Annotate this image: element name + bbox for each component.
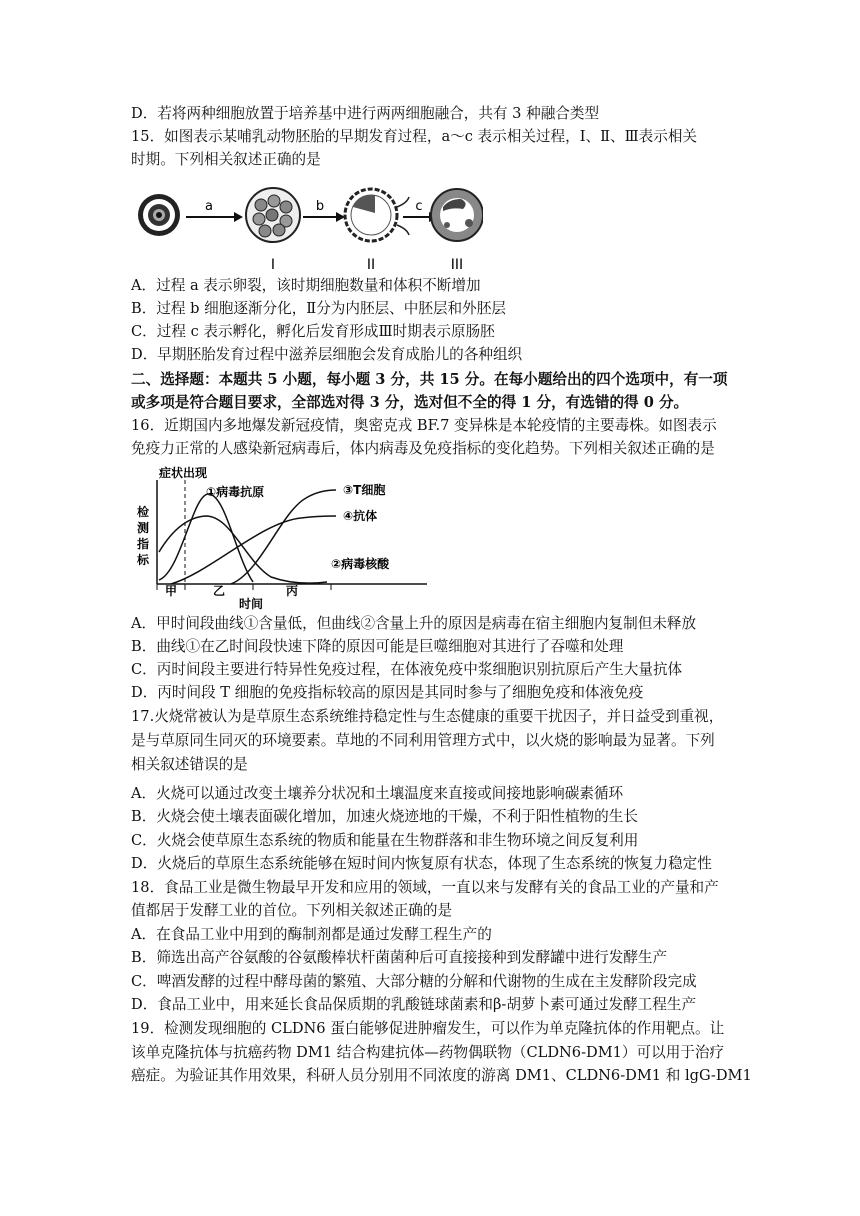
q16-option-a: A．甲时间段曲线①含量低，但曲线②含量上升的原因是病毒在宿主细胞内复制但未释放 bbox=[131, 615, 697, 632]
curve-4-label: ④抗体 bbox=[343, 509, 378, 523]
q17-option-b: B．火烧会使土壤表面碳化增加，加速火烧迹地的干燥，不利于阳性植物的生长 bbox=[131, 808, 638, 825]
stage-i-label: I bbox=[270, 257, 276, 273]
period-jia: 甲 bbox=[164, 584, 178, 598]
q15-option-a: A．过程 a 表示卵裂，该时期细胞数量和体积不断增加 bbox=[131, 277, 481, 294]
curve-2-label: ②病毒核酸 bbox=[331, 557, 390, 571]
q18-option-d: D．食品工业中，用来延长食品保质期的乳酸链球菌素和β-胡萝卜素可通过发酵工程生产 bbox=[131, 996, 697, 1013]
q17-option-a: A．火烧可以通过改变土壤养分状况和土壤温度来直接或间接地影响碳素循环 bbox=[131, 785, 624, 802]
q18-stem-line-1: 18．食品工业是微生物最早开发和应用的领域，一直以来与发酵有关的食品工业的产量和产 bbox=[131, 879, 719, 896]
embryo-development-figure bbox=[131, 177, 483, 275]
hatched-embryo bbox=[431, 189, 483, 241]
q16-option-d: D．丙时间段 T 细胞的免疫指标较高的原因是其同时参与了细胞免疫和体液免疫 bbox=[131, 684, 644, 701]
immune-indicator-chart bbox=[131, 462, 431, 610]
y-label-char-2: 测 bbox=[137, 521, 150, 535]
y-label-char-4: 标 bbox=[137, 553, 150, 567]
q15-stem-line-2: 时期。下列相关叙述正确的是 bbox=[131, 151, 321, 168]
q15-option-d: D．早期胚胎发育过程中滋养层细胞会发育成胎儿的各种组织 bbox=[131, 346, 523, 363]
period-bing: 丙 bbox=[285, 584, 299, 598]
symptom-onset-label: 症状出现 bbox=[159, 466, 208, 480]
x-axis-label: 时间 bbox=[238, 597, 264, 610]
q16-option-b: B．曲线①在乙时间段快速下降的原因可能是巨噬细胞对其进行了吞噬和处理 bbox=[131, 638, 624, 655]
q17-stem-line-1: 17.火烧常被认为是草原生态系统维持稳定性与生态健康的重要干扰因子，并日益受到重视， bbox=[131, 708, 724, 725]
period-yi: 乙 bbox=[212, 584, 226, 598]
morula bbox=[246, 188, 300, 242]
q16-option-c: C．丙时间段主要进行特异性免疫过程，在体液免疫中浆细胞识别抗原后产生大量抗体 bbox=[131, 661, 683, 678]
curve-virus-antigen bbox=[159, 494, 253, 582]
stage-iii-label: III bbox=[450, 257, 464, 273]
q15-option-c: C．过程 c 表示孵化，孵化后发育形成Ⅲ时期表示原肠胚 bbox=[131, 323, 495, 340]
curve-virus-nucleic-acid bbox=[159, 516, 327, 583]
curve-1-label: ①病毒抗原 bbox=[206, 485, 265, 499]
q17-option-d: D．火烧后的草原生态系统能够在短时间内恢复原有状态，体现了生态系统的恢复力稳定性 bbox=[131, 855, 712, 872]
q14-option-d: D．若将两种细胞放置于培养基中进行两两细胞融合，共有 3 种融合类型 bbox=[131, 105, 600, 122]
q19-stem-line-3: 癌症。为验证其作用效果，科研人员分别用不同浓度的游离 DM1、CLDN6-DM1 和 lgG-DM1 bbox=[131, 1067, 752, 1084]
zygote-cell bbox=[138, 194, 180, 236]
arrow-b-label: b bbox=[315, 199, 325, 214]
blastocyst bbox=[345, 189, 409, 241]
q18-option-a: A．在食品工业中用到的酶制剂都是通过发酵工程生产的 bbox=[131, 926, 492, 943]
stage-ii-label: II bbox=[366, 257, 376, 273]
q18-option-c: C．啤酒发酵的过程中酵母菌的繁殖、大部分糖的分解和代谢物的生成在主发酵阶段完成 bbox=[131, 973, 697, 990]
q15-option-b: B．过程 b 细胞逐渐分化，Ⅱ分为内胚层、中胚层和外胚层 bbox=[131, 300, 506, 317]
q17-option-c: C．火烧会使草原生态系统的物质和能量在生物群落和非生物环境之间反复利用 bbox=[131, 832, 639, 849]
q17-stem-line-3: 相关叙述错误的是 bbox=[131, 756, 248, 773]
q17-stem-line-2: 是与草原同生同灭的环境要素。草地的不同利用管理方式中，以火烧的影响最为显著。下列 bbox=[131, 732, 715, 749]
q19-stem-line-2: 该单克隆抗体与抗癌药物 DM1 结合构建抗体—药物偶联物（CLDN6-DM1）可以用于治疗 bbox=[131, 1044, 725, 1061]
y-label-char-1: 检 bbox=[137, 505, 150, 519]
curve-antibody bbox=[171, 516, 336, 584]
q19-stem-line-1: 19．检测发现细胞的 CLDN6 蛋白能够促进肿瘤发生，可以作为单克隆抗体的作用靶点。让 bbox=[131, 1020, 725, 1037]
q18-option-b: B．筛选出高产谷氨酸的谷氨酸棒状杆菌菌种后可直接接种到发酵罐中进行发酵生产 bbox=[131, 949, 668, 966]
q16-stem-line-1: 16．近期国内多地爆发新冠疫情，奥密克戎 BF.7 变异株是本轮疫情的主要毒株。如图表示 bbox=[131, 417, 717, 434]
arrow-a-label: a bbox=[205, 199, 213, 214]
section-2-heading-line-2: 或多项是符合题目要求，全部选对得 3 分，选对但不全的得 1 分，有选错的得 0 分。 bbox=[131, 394, 689, 411]
q15-stem-line-1: 15．如图表示某哺乳动物胚胎的早期发育过程，a～c 表示相关过程，Ⅰ、Ⅱ、Ⅲ表示相关 bbox=[131, 128, 698, 145]
arrow-c-label: c bbox=[415, 199, 423, 214]
q18-stem-line-2: 值都居于发酵工业的首位。下列相关叙述正确的是 bbox=[131, 902, 453, 919]
y-label-char-3: 指 bbox=[137, 537, 150, 551]
curve-3-label: ③T细胞 bbox=[343, 483, 386, 497]
section-2-heading-line-1: 二、选择题：本题共 5 小题，每小题 3 分，共 15 分。在每小题给出的四个选项中，有一项 bbox=[131, 371, 728, 388]
q16-stem-line-2: 免疫力正常的人感染新冠病毒后，体内病毒及免疫指标的变化趋势。下列相关叙述正确的是 bbox=[131, 440, 715, 457]
